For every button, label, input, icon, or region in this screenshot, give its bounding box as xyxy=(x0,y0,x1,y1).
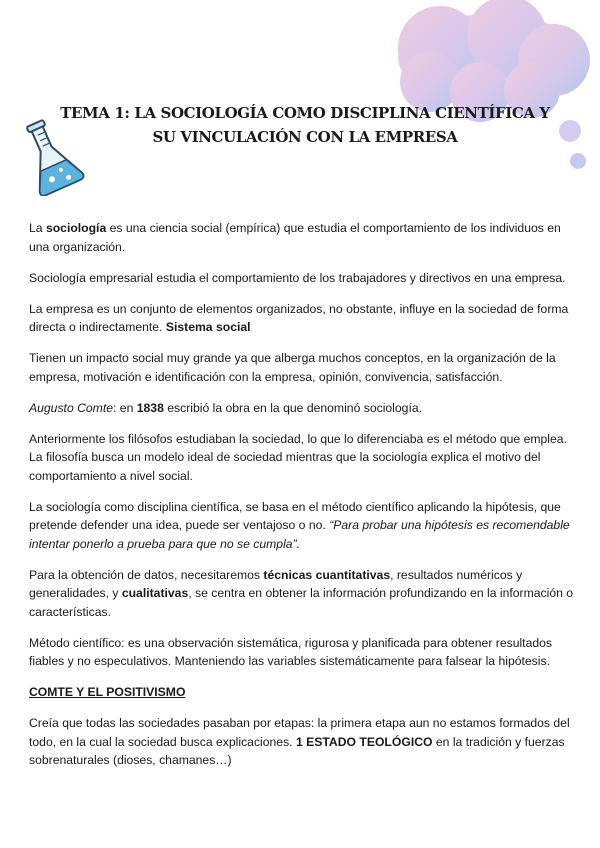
paragraph-etapas xyxy=(29,714,574,770)
text: Creía que todas las sociedades pasaban por etapas: la primera etapa aun no estamos formados del todo, en la cual la sociedad busca explicaciones. xyxy=(29,716,570,749)
section-heading: COMTE Y EL POSITIVISMO xyxy=(29,685,186,699)
text: La empresa es un conjunto de elementos organizados, no obstante, influye en la sociedad de forma directa o indirectamente. xyxy=(29,301,569,334)
paragraph-filosofia: Anteriormente los filósofos estudiaban la sociedad, lo que lo diferenciaba es el método que emplea. La filosofía busca un modelo ideal de sociedad mientras que la sociología explica el motivo del comportamiento a nivel social. xyxy=(29,431,567,483)
paragraph-empresa xyxy=(29,300,574,337)
paragraph-sociologia-empresarial: Sociología empresarial estudia el comportamiento de los trabajadores y directivos en una empresa. xyxy=(29,270,566,285)
term-sistema-social: Sistema social xyxy=(165,320,251,334)
year: 1838 xyxy=(136,400,164,415)
text: en la tradición y fuerzas sobrenaturales (dioses, chamanes…) xyxy=(29,734,565,767)
page-title xyxy=(60,101,550,149)
term-sociologia: sociología xyxy=(45,221,107,235)
quote: “Para probar una hipótesis es recomendable intentar ponerlo a prueba para que no se cumpla”. xyxy=(29,518,570,551)
paragraph-impacto: Tienen un impacto social muy grande ya que alberga muchos conceptos, en la organización de la empresa, motivación e identificación con la empresa, opinión, convivencia, satisfacción. xyxy=(29,351,556,384)
paragraph-comte xyxy=(29,399,574,418)
text: Para la obtención de datos, necesitaremos xyxy=(29,567,264,582)
term-estado-teologico: 1 ESTADO TEOLÓGICO xyxy=(295,734,433,749)
text: , se centra en obtener la información profundizando en la información o características. xyxy=(29,586,574,619)
document-body xyxy=(29,219,574,782)
text: : en xyxy=(113,400,137,415)
title-line-1: TEMA 1: LA SOCIOLOGÍA COMO DISCIPLINA CIENTÍFICA Y xyxy=(60,104,550,122)
paragraph-metodo: Método científico: es una observación sistemática, rigurosa y planificada para obtener resultados fiables y no especulativos. Manteniendo las variables sistemáticamente para falsear la hipótesis. xyxy=(29,635,552,668)
text: escribió la obra en la que denominó sociología. xyxy=(163,400,422,415)
text: , resultados numéricos y generalidades, y xyxy=(29,567,523,600)
paragraph-hipotesis xyxy=(29,498,574,554)
text: La xyxy=(29,221,46,235)
paragraph-tecnicas xyxy=(29,566,574,622)
term-cualitativas: cualitativas xyxy=(121,586,189,600)
author-name: Augusto Comte xyxy=(29,400,114,415)
title-line-2: SU VINCULACIÓN CON LA EMPRESA xyxy=(152,128,458,146)
term-cuantitativas: técnicas cuantitativas xyxy=(263,567,391,582)
text: La sociología como disciplina científica, se basa en el método científico aplicando la hipótesis, que pretende defender una idea, puede ser ventajoso o no. xyxy=(29,499,561,532)
text: es una ciencia social (empírica) que estudia el comportamiento de los individuos en una organización. xyxy=(29,221,561,254)
paragraph-definition xyxy=(29,219,574,256)
